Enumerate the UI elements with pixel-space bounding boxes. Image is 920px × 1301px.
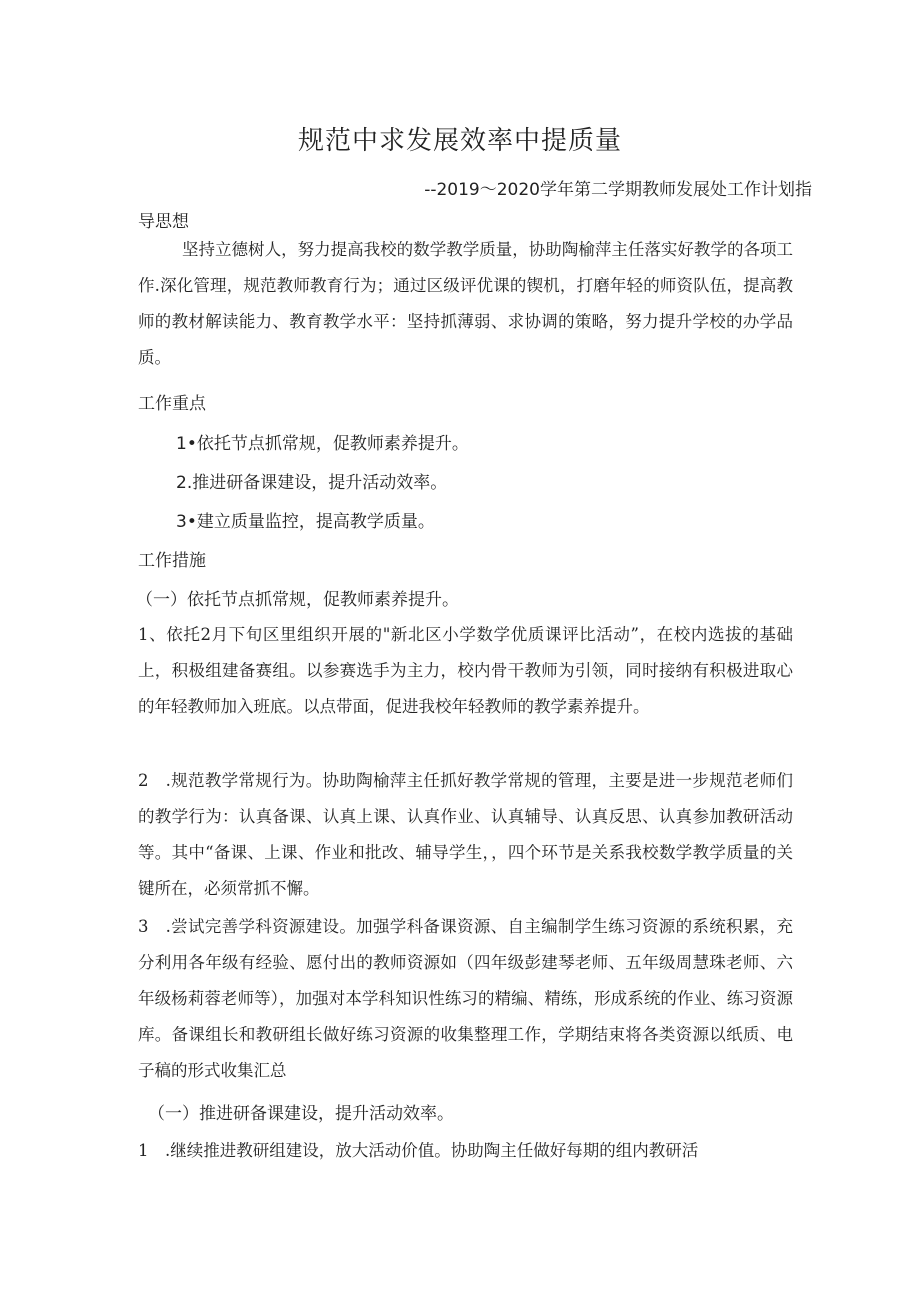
- focus-heading: 工作重点: [138, 394, 206, 414]
- section2-heading: （一）推进研备课建设，提升活动效率。: [148, 1104, 454, 1124]
- section1-paragraph-3: 3 .尝试完善学科资源建设。加强学科备课资源、自主编制学生练习资源的系统积累，充分利用各年级有经验、愿付出的教师资源如（四年级彭建琴老师、五年级周慧珠老师、六年级杨莉蓉老师等），加强对本学科知识性练习的精编、精练，形成系统的作业、练习资源库。备课组长和教研组长做好练习资源的收集整理工作，学期结束将各类资源以纸质、电子稿的形式收集汇总: [138, 917, 793, 1080]
- focus-item: 1•依托节点抓常规，促教师素养提升。: [176, 434, 469, 454]
- focus-item: 3•建立质量监控，提高教学质量。: [176, 512, 435, 532]
- section1-heading: （一）依托节点抓常规，促教师素养提升。: [136, 590, 459, 610]
- focus-item: 2.推进研备课建设，提升活动效率。: [176, 473, 448, 493]
- guiding-heading: 导思想: [138, 212, 189, 232]
- guiding-paragraph: 坚持立德树人，努力提高我校的数学教学质量，协助陶榆萍主任落实好教学的各项工作.深化管理，规范教师教育行为；通过区级评优课的锲机，打磨年轻的师资队伍，提高教师的教材解读能力、教育教学水平：坚持抓薄弱、求协调的策略，努力提升学校的办学品质。: [138, 240, 793, 367]
- section2-paragraph: 1 .继续推进教研组建设，放大活动价值。协助陶主任做好每期的组内教研活: [138, 1141, 699, 1160]
- section1-paragraph-1: 1、依托2月下旬区里组织开展的"新北区小学数学优质课评比活动”，在校内选拔的基础上，积极组建备赛组。以参赛选手为主力，校内骨干教师为引领，同时接纳有积极进取心的年轻教师加入班底。以点带面，促进我校年轻教师的教学素养提升。: [138, 625, 793, 716]
- measures-heading: 工作措施: [138, 551, 206, 571]
- document-subtitle: --2019～2020学年第二学期教师发展处工作计划指: [424, 180, 812, 200]
- section1-paragraph-2: 2 .规范教学常规行为。协助陶榆萍主任抓好教学常规的管理，主要是进一步规范老师们的教学行为：认真备课、认真上课、认真作业、认真辅导、认真反思、认真参加教研活动等。其中“备课、上课、作业和批改、辅导学生，，四个环节是关系我校数学教学质量的关键所在，必须常抓不懈。: [138, 771, 793, 898]
- document-title: 规范中求发展效率中提质量: [297, 126, 622, 156]
